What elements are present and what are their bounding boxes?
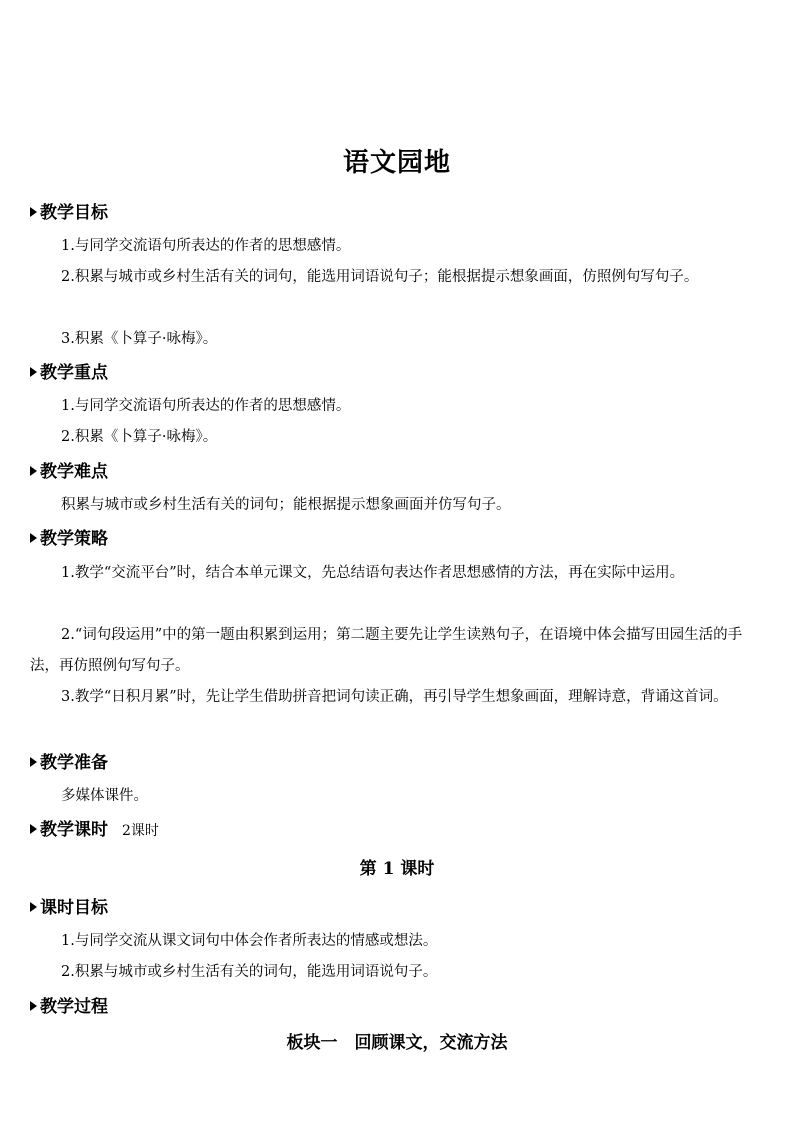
triangle-bullet-icon (30, 533, 37, 543)
triangle-bullet-icon (30, 367, 37, 377)
lesson-goal-item-1: 1.与同学交流从课文词句中体会作者所表达的情感或想法。 (61, 933, 438, 949)
triangle-bullet-icon (30, 1001, 37, 1011)
key-point-item-1: 1.与同学交流语句所表达的作者的思想感情。 (61, 398, 351, 414)
section-heading-goals: 教学目标 (30, 202, 108, 224)
block-1-title: 板块一 回顾课文，交流方法 (286, 1033, 508, 1053)
periods-value: 2课时 (122, 823, 159, 839)
section-heading-difficulties: 教学难点 (30, 461, 108, 483)
section-heading-key-points: 教学重点 (30, 362, 108, 384)
key-point-item-2: 2.积累《卜算子·咏梅》。 (61, 429, 218, 445)
lesson-1-title: 第 1 课时 (359, 859, 435, 879)
strategy-item-3: 3.教学“日积月累”时，先让学生借助拼音把词句读正确，再引导学生想象画面，理解诗意，背诵这首词。 (61, 689, 728, 705)
difficulties-text: 积累与城市或乡村生活有关的词句；能根据提示想象画面并仿写句子。 (61, 497, 511, 513)
strategy-item-2: 2.“词句段运用”中的第一题由积累到运用；第二题主要先让学生读熟句子，在语境中体会描写田园生活的手法，再仿照例句写句子。 (30, 627, 743, 674)
section-heading-strategy: 教学策略 (30, 528, 108, 550)
triangle-bullet-icon (30, 466, 37, 476)
triangle-bullet-icon (30, 824, 37, 834)
section-heading-lesson-goals: 课时目标 (30, 897, 108, 919)
section-heading-process: 教学过程 (30, 996, 108, 1018)
lesson-goal-item-2: 2.积累与城市或乡村生活有关的词句，能选用词语说句子。 (61, 964, 438, 980)
page-title: 语文园地 (342, 148, 451, 178)
strategy-item-1: 1.教学“交流平台”时，结合本单元课文，先总结语句表达作者思想感情的方法，再在实际中运用。 (61, 565, 685, 581)
section-heading-preparation: 教学准备 (30, 752, 108, 774)
section-heading-periods: 教学课时 2课时 (30, 819, 159, 842)
triangle-bullet-icon (30, 902, 37, 912)
goal-item-3: 3.积累《卜算子·咏梅》。 (61, 331, 218, 347)
triangle-bullet-icon (30, 207, 37, 217)
goal-item-1: 1.与同学交流语句所表达的作者的思想感情。 (61, 238, 351, 254)
goal-item-2: 2.积累与城市或乡村生活有关的词句，能选用词语说句子；能根据提示想象画面，仿照例句写句子。 (61, 269, 699, 285)
triangle-bullet-icon (30, 757, 37, 767)
preparation-text: 多媒体课件。 (61, 788, 148, 804)
